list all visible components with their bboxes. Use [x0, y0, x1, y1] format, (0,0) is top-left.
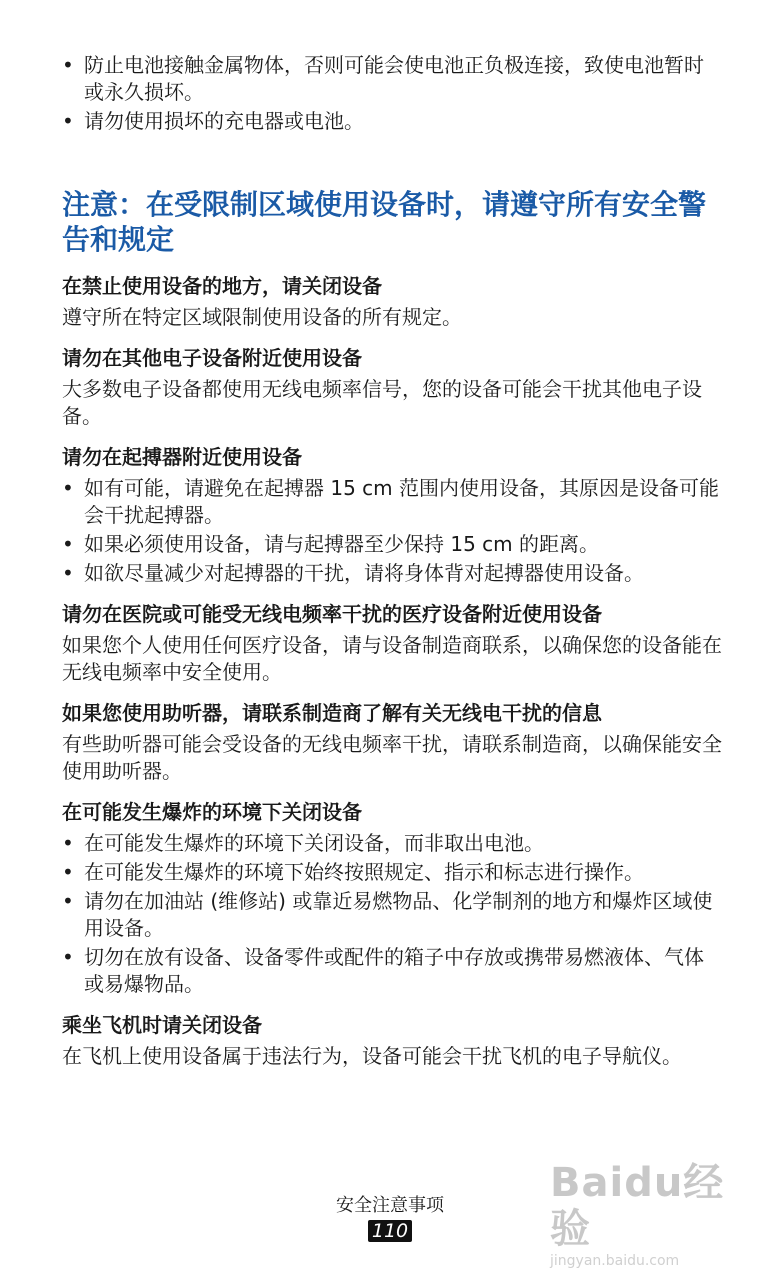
watermark-url: jingyan.baidu.com — [550, 1253, 680, 1269]
list-item-text: 如欲尽量减少对起搏器的干扰，请将身体背对起搏器使用设备。 — [84, 561, 644, 585]
list-item — [62, 859, 722, 886]
list-item — [62, 560, 722, 587]
list-item — [62, 531, 722, 558]
bullet-dot: • — [62, 53, 74, 77]
bullet-dot: • — [62, 945, 74, 969]
subheading-restricted-areas: 在禁止使用设备的地方，请关闭设备 — [62, 274, 382, 298]
section-title: 注意：在受限制区域使用设备时，请遵守所有安全警告和规定 — [62, 188, 707, 256]
list-item-text: 请勿使用损坏的充电器或电池。 — [84, 109, 364, 133]
list-item-text: 如果必须使用设备，请与起搏器至少保持 15 cm 的距离。 — [84, 532, 599, 556]
list-item-text: 防止电池接触金属物体，否则可能会使电池正负极连接，致使电池暂时或永久损坏。 — [84, 53, 704, 104]
list-item-text: 请勿在加油站 (维修站) 或靠近易燃物品、化学制剂的地方和爆炸区域使用设备。 — [84, 889, 713, 940]
bullet-dot: • — [62, 476, 74, 500]
baidu-watermark — [550, 1160, 730, 1269]
page-number: 110 — [368, 1220, 412, 1242]
subheading-electronic-devices: 请勿在其他电子设备附近使用设备 — [62, 346, 362, 370]
list-item-text: 在可能发生爆炸的环境下关闭设备，而非取出电池。 — [84, 831, 544, 855]
page-content — [62, 52, 722, 1070]
bullet-dot: • — [62, 889, 74, 913]
bullet-dot: • — [62, 561, 74, 585]
explosive-bullet-list — [62, 830, 722, 998]
watermark-logo: Baidu经验 — [550, 1160, 725, 1252]
bullet-dot: • — [62, 860, 74, 884]
bullet-dot: • — [62, 831, 74, 855]
paragraph-electronic-devices: 大多数电子设备都使用无线电频率信号，您的设备可能会干扰其他电子设备。 — [62, 377, 702, 428]
pacemaker-bullet-list — [62, 475, 722, 587]
subheading-airplane: 乘坐飞机时请关闭设备 — [62, 1013, 262, 1037]
intro-bullet-list — [62, 52, 722, 135]
paragraph-restricted-areas: 遵守所在特定区域限制使用设备的所有规定。 — [62, 305, 462, 329]
subheading-pacemaker: 请勿在起搏器附近使用设备 — [62, 445, 302, 469]
bullet-dot: • — [62, 532, 74, 556]
paragraph-hearing-aids: 有些助听器可能会受设备的无线电频率干扰，请联系制造商，以确保能安全使用助听器。 — [62, 732, 722, 783]
list-item — [62, 888, 722, 942]
list-item — [62, 108, 722, 135]
footer-label: 安全注意事项 — [336, 1195, 444, 1216]
list-item — [62, 52, 722, 106]
list-item — [62, 830, 722, 857]
subheading-medical-devices: 请勿在医院或可能受无线电频率干扰的医疗设备附近使用设备 — [62, 602, 602, 626]
bullet-dot: • — [62, 109, 74, 133]
list-item — [62, 944, 722, 998]
list-item-text: 切勿在放有设备、设备零件或配件的箱子中存放或携带易燃液体、气体或易爆物品。 — [84, 945, 704, 996]
paragraph-medical-devices: 如果您个人使用任何医疗设备，请与设备制造商联系，以确保您的设备能在无线电频率中安全使用。 — [62, 633, 722, 684]
list-item-text: 如有可能，请避免在起搏器 15 cm 范围内使用设备，其原因是设备可能会干扰起搏器。 — [84, 476, 719, 527]
subheading-explosive-environments: 在可能发生爆炸的环境下关闭设备 — [62, 800, 362, 824]
subheading-hearing-aids: 如果您使用助听器，请联系制造商了解有关无线电干扰的信息 — [62, 701, 602, 725]
paragraph-airplane: 在飞机上使用设备属于违法行为，设备可能会干扰飞机的电子导航仪。 — [62, 1044, 682, 1068]
list-item — [62, 475, 722, 529]
list-item-text: 在可能发生爆炸的环境下始终按照规定、指示和标志进行操作。 — [84, 860, 644, 884]
